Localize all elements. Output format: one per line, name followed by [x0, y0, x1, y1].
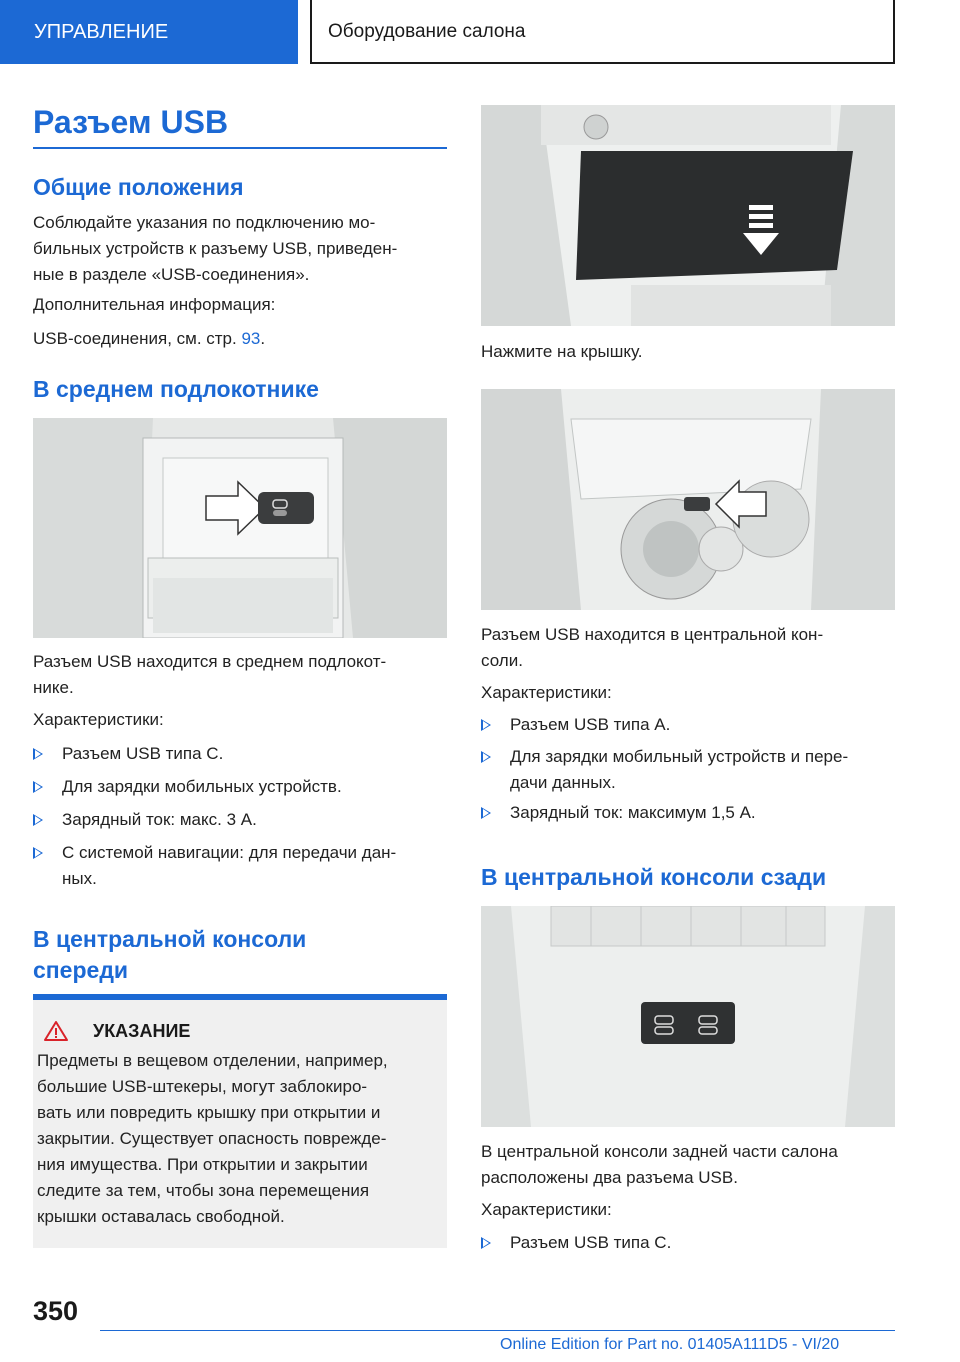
page-link[interactable]: 93 — [241, 329, 261, 348]
list-item — [481, 800, 895, 826]
console-usb-caption — [481, 622, 823, 674]
list-item — [481, 712, 895, 738]
list-item-text: Зарядный ток: максимум 1,5 А. — [510, 803, 756, 822]
bullet-triangle-icon — [33, 781, 43, 793]
text-line: расположены два разъема USB. — [481, 1168, 738, 1187]
text-line: С системой навигации: для передачи дан- — [62, 843, 397, 862]
usb-reference — [33, 326, 265, 352]
armrest-caption — [33, 649, 386, 701]
text-line: В центральной консоли задней части салона — [481, 1142, 838, 1161]
bullet-triangle-icon — [33, 748, 43, 760]
warning-triangle-icon — [43, 1020, 69, 1042]
title-rule — [33, 147, 447, 149]
armrest-illustration — [33, 418, 447, 638]
reference-end: . — [260, 329, 266, 348]
list-item-text: Разъем USB типа C. — [62, 744, 224, 763]
text-line: Разъем USB находится в среднем подлокот- — [33, 652, 387, 671]
text-line: ные в разделе «USB-соединения». — [33, 265, 310, 284]
list-item-text — [62, 840, 396, 892]
heading-front-console — [33, 924, 306, 986]
heading-general: Общие положения — [33, 174, 244, 200]
list-item-text: Зарядный ток: макс. 3 А. — [62, 810, 257, 829]
console-features-label: Характеристики: — [481, 683, 612, 702]
chapter-title: Оборудование салона — [310, 0, 895, 64]
text-line: ных. — [62, 869, 97, 888]
text-line: крышки оставалась свободной. — [37, 1207, 285, 1226]
list-item — [33, 807, 447, 833]
list-item-text: Для зарядки мобильных устройств. — [62, 777, 342, 796]
general-paragraph — [33, 210, 397, 288]
armrest-usb-image — [33, 418, 447, 638]
bullet-triangle-icon — [481, 1237, 491, 1249]
text-line: Соблюдайте указания по подключению мо- — [33, 213, 376, 232]
text-line: ния имущества. При открытии и закрытии — [37, 1155, 368, 1174]
list-item — [33, 774, 447, 800]
console-cover-illustration — [481, 105, 895, 326]
heading-rear-console: В центральной консоли сзади — [481, 864, 827, 890]
section-tab[interactable]: УПРАВЛЕНИЕ — [0, 0, 298, 64]
list-item-text: Разъем USB типа A. — [510, 715, 671, 734]
text-line: следите за тем, чтобы зона перемещения — [37, 1181, 370, 1200]
additional-info-label: Дополнительная информация: — [33, 295, 276, 314]
bullet-triangle-icon — [481, 807, 491, 819]
heading-armrest: В среднем подлокотнике — [33, 376, 319, 402]
text-line: дачи данных. — [510, 773, 616, 792]
list-item-text: Разъем USB типа C. — [510, 1233, 672, 1252]
text-line: нике. — [33, 678, 74, 697]
footer-rule — [100, 1330, 895, 1331]
heading-line: спереди — [33, 957, 129, 983]
rear-features-label: Характеристики: — [481, 1200, 612, 1219]
rear-console-caption — [481, 1139, 838, 1191]
reference-text: USB-соединения, см. стр. — [33, 329, 242, 348]
page-number: 350 — [33, 1296, 79, 1326]
heading-line: В центральной консоли — [33, 926, 307, 952]
text-line: Для зарядки мобильный устройств и пере- — [510, 747, 849, 766]
console-cover-image — [481, 105, 895, 326]
footer-edition: Online Edition for Part no. 01405A111D5 - VI/20 — [500, 1336, 840, 1353]
list-item — [481, 744, 895, 796]
text-line: бильных устройств к разъему USB, приведен- — [33, 239, 398, 258]
list-item — [481, 1230, 895, 1256]
rear-console-image — [481, 906, 895, 1127]
press-cover-caption: Нажмите на крышку. — [481, 342, 643, 361]
text-line: большие USB-штекеры, могут заблокиро- — [37, 1077, 368, 1096]
console-usb-illustration — [481, 389, 895, 610]
warning-box — [33, 1000, 447, 1248]
page-title: Разъем USB — [33, 104, 229, 140]
armrest-features-label: Характеристики: — [33, 710, 164, 729]
bullet-triangle-icon — [33, 847, 43, 859]
warning-title: УКАЗАНИЕ — [93, 1021, 191, 1041]
list-item — [33, 840, 447, 892]
warning-text — [37, 1048, 388, 1230]
list-item-text — [510, 744, 848, 796]
bullet-triangle-icon — [481, 751, 491, 763]
text-line: вать или повредить крышку при открытии и — [37, 1103, 381, 1122]
text-line: Разъем USB находится в центральной кон- — [481, 625, 824, 644]
list-item — [33, 741, 447, 767]
bullet-triangle-icon — [33, 814, 43, 826]
text-line: Предметы в вещевом отделении, например, — [37, 1051, 388, 1070]
rear-console-illustration — [481, 906, 895, 1127]
text-line: соли. — [481, 651, 523, 670]
bullet-triangle-icon — [481, 719, 491, 731]
console-usb-image — [481, 389, 895, 610]
text-line: закрытии. Существует опасность поврежде- — [37, 1129, 387, 1148]
